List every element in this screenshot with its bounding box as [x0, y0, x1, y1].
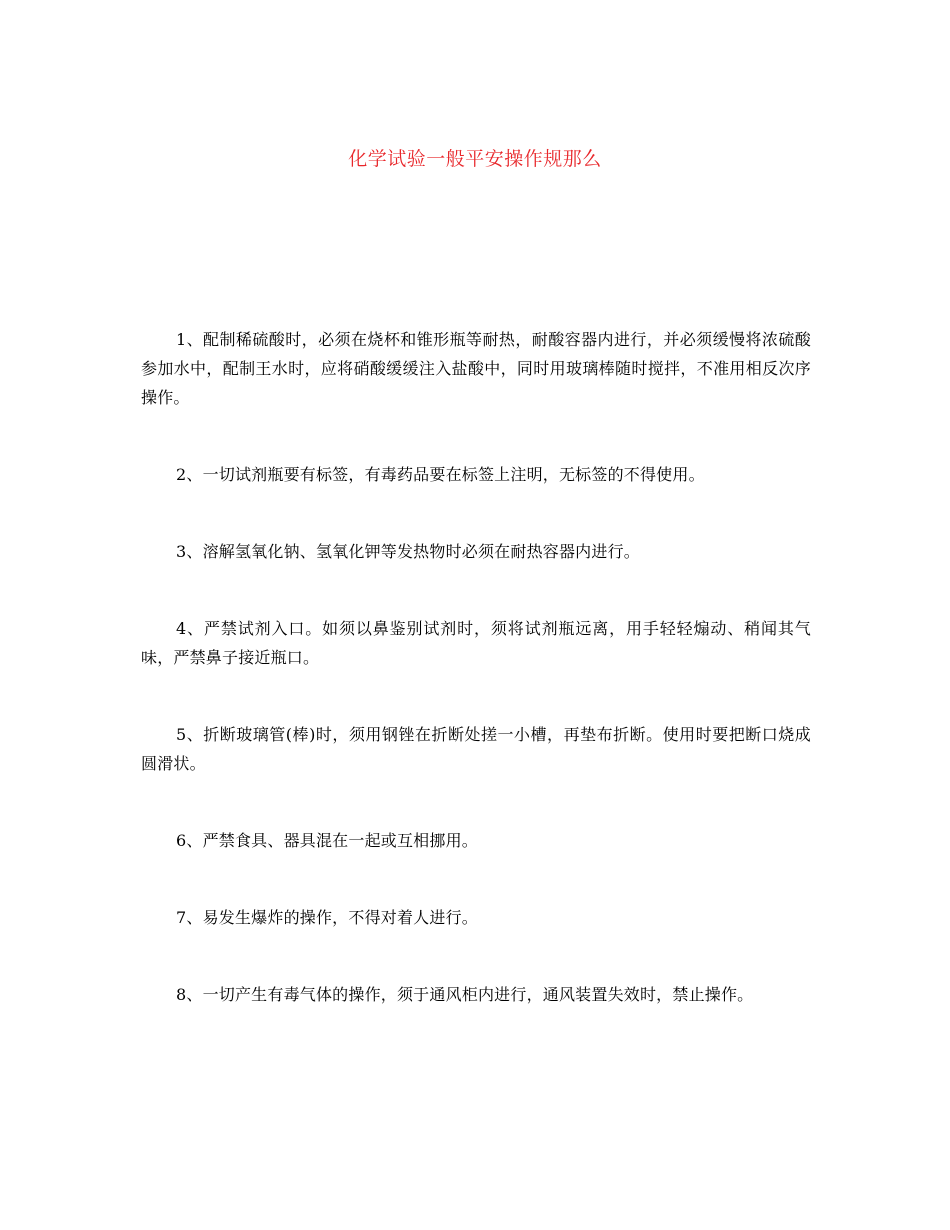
paragraph-7: 7、易发生爆炸的操作，不得对着人进行。 [176, 908, 478, 927]
paragraph-1: 1、配制稀硫酸时，必须在烧杯和锥形瓶等耐热，耐酸容器内进行，并必须缓慢将浓硫酸参加水中，配制王水时，应将硝酸缓缓注入盐酸中，同时用玻璃棒随时搅拌，不准用相反次序操作。 [141, 330, 811, 407]
paragraph-5: 5、折断玻璃管(棒)时，须用钢锉在折断处搓一小槽，再垫布折断。使用时要把断口烧成圆滑状。 [141, 725, 811, 773]
paragraph-3: 3、溶解氢氧化钠、氢氧化钾等发热物时必须在耐热容器内进行。 [176, 542, 640, 561]
document-body [141, 325, 811, 1009]
paragraph-8: 8、一切产生有毒气体的操作，须于通风柜内进行，通风装置失效时，禁止操作。 [176, 985, 754, 1004]
paragraph-2: 2、一切试剂瓶要有标签，有毒药品要在标签上注明，无标签的不得使用。 [176, 465, 705, 484]
paragraph-spacer [141, 855, 811, 903]
paragraph-spacer [141, 412, 811, 460]
paragraph-4: 4、严禁试剂入口。如须以鼻鉴别试剂时，须将试剂瓶远离，用手轻轻煽动、稍闻其气味，严禁鼻子接近瓶口。 [141, 619, 811, 667]
paragraph-spacer [141, 566, 811, 614]
paragraph-spacer [141, 932, 811, 980]
document-title: 化学试验一般平安操作规那么 [348, 148, 602, 170]
paragraph-6: 6、严禁食具、器具混在一起或互相挪用。 [176, 831, 478, 850]
paragraph-spacer [141, 489, 811, 537]
paragraph-spacer [141, 778, 811, 826]
paragraph-spacer [141, 672, 811, 720]
